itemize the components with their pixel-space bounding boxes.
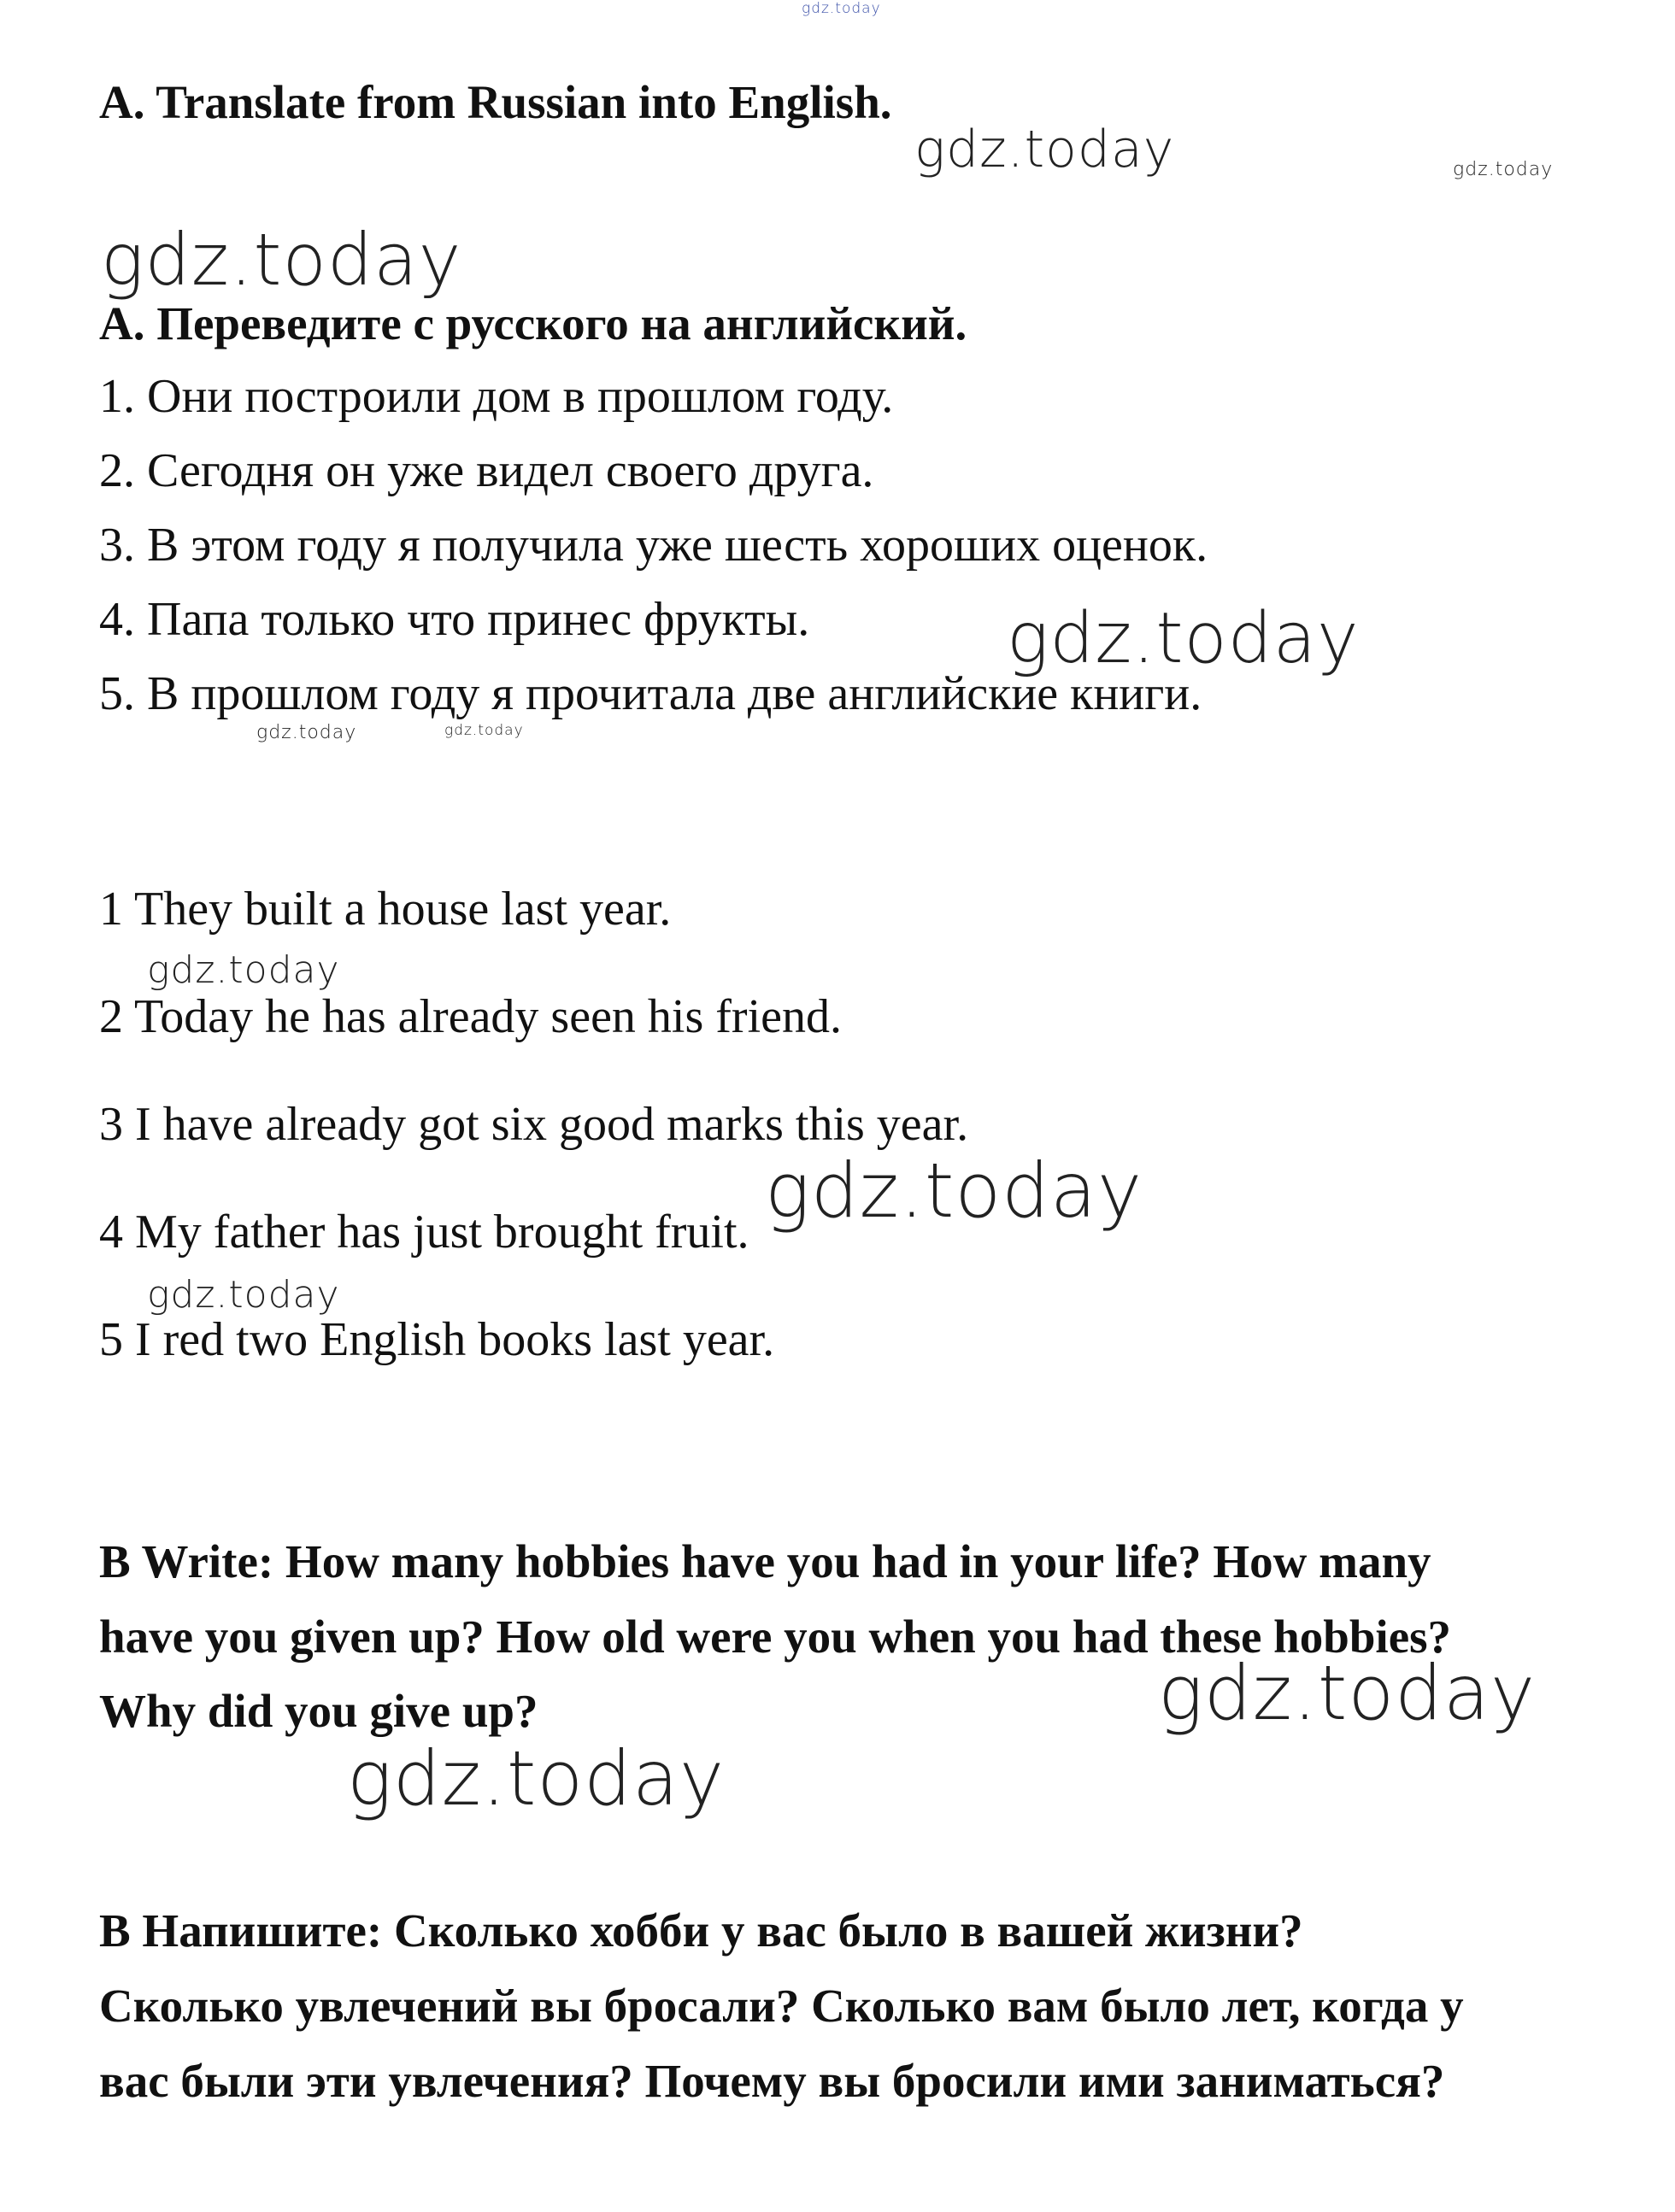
watermark: gdz.today xyxy=(147,948,340,992)
watermark: gdz.today xyxy=(147,1273,340,1317)
section-b-prompt-en-line-1: B Write: How many hobbies have you had in your life? How many xyxy=(99,1535,1431,1587)
answer-en-1: 1 They built a house last year. xyxy=(99,883,672,936)
watermark: gdz.today xyxy=(444,722,524,739)
sentence-ru-3: 3. В этом году я получила уже шесть хороших оценок. xyxy=(99,519,1208,572)
sentence-ru-2: 2. Сегодня он уже видел своего друга. xyxy=(99,444,874,497)
section-b-prompt-en-line-2: have you given up? How old were you when you had these hobbies? xyxy=(99,1611,1452,1663)
watermark: gdz.today xyxy=(1158,1649,1537,1737)
section-a-title-ru: A. Переведите с русского на английский. xyxy=(99,297,967,349)
watermark: gdz.today xyxy=(765,1147,1143,1235)
watermark: gdz.today xyxy=(1007,598,1360,679)
watermark: gdz.today xyxy=(347,1734,726,1822)
sentence-ru-1: 1. Они построили дом в прошлом году. xyxy=(99,370,894,423)
section-b-prompt-en-line-3: Why did you give up? xyxy=(99,1685,538,1737)
section-b-prompt-ru-line-3: вас были эти увлечения? Почему вы бросили ими заниматься? xyxy=(99,2055,1445,2107)
watermark: gdz.today xyxy=(914,120,1175,179)
answer-en-5: 5 I red two English books last year. xyxy=(99,1313,775,1366)
section-b-prompt-ru-line-2: Сколько увлечений вы бросали? Сколько вам было лет, когда у xyxy=(99,1980,1464,2032)
watermark: gdz.today xyxy=(256,722,357,743)
sentence-ru-4: 4. Папа только что принес фрукты. xyxy=(99,593,810,646)
watermark: gdz.today xyxy=(1453,159,1554,180)
answer-en-3: 3 I have already got six good marks this year. xyxy=(99,1098,969,1151)
watermark: gdz.today xyxy=(101,218,462,302)
watermark: gdz.today xyxy=(802,0,881,17)
answer-en-2: 2 Today he has already seen his friend. xyxy=(99,990,842,1043)
section-b-prompt-ru-line-1: В Напишите: Сколько хобби у вас было в вашей жизни? xyxy=(99,1904,1303,1957)
answer-en-4: 4 My father has just brought fruit. xyxy=(99,1206,749,1259)
sentence-ru-5: 5. В прошлом году я прочитала две английские книги. xyxy=(99,667,1202,720)
section-a-title-en: A. Translate from Russian into English. xyxy=(99,76,892,128)
